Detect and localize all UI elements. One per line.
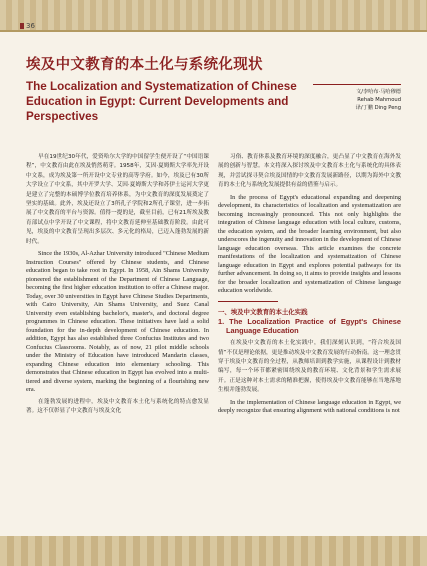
bottom-decorative-band [0,536,427,566]
article-title-en: The Localization and Systematization of Chinese Education in Egypt: Current Developments and Perspectives [26,80,297,123]
paragraph-en: In the process of Egypt's educational expanding and deepening development, its characteristics of localization and systematization are becoming increasingly pronounced. This not only highlights the integration of Chinese language education with local culture, customs, the education system, and the broader learning environment, but also underscores the ingenuity and innovation in the development of Chinese language education overseas. This article examines the concrete manifestations of the localization and systematization of Chinese language education in Egypt and explores potential pathways for its further advancement. In doing so, it aims to provide insights and lessons for the broader localization and systematization of Chinese language education worldwide. [218,193,401,295]
article-title-zh: 埃及中文教育的本土化与系统化现状 [26,57,263,73]
paragraph-zh: 早在19世纪30年代，爱资哈尔大学的中国留学生便开设了“中国语课程”，中文教育由此在埃及悄然萌芽。1958年，艾因·夏姆斯大学率先开设中文系，成为埃及第一所开设中文专业的高等学府。如今，埃及已有30所大学设立了中文系，其中开罗大学、艾因·夏姆斯大学和苏伊士运河大学更是建立了完整的本硕博学位教育培养体系，为中文教育的深度发展奠定了坚实的基础。此外，埃及还设立了3所孔子学院和2所孔子课堂，进一步拓展了中文教育的平台与资源。值得一提的是，截至目前，已有21所埃及教育部试点中学开设了中文课程，将中文教育延伸至基础教育阶段。由此可见，埃及的中文教育呈现出多层次、多元化的格局，已迈入蓬勃发展的新时代。 [26,154,209,245]
paragraph-zh: 习俗、教育体系及教育环境的深度融合，更凸显了中文教育在海外发展的创新与智慧。本文将深入探讨埃及中文教育本土化与系统化的具体表现，并尝试探寻契合埃及国情的中文教育发展新路径，以期为海外中文教育的本土化与系统化发展提供有益的借鉴与启示。 [218,154,401,189]
paragraph-zh: 在蓬勃发展的进程中，埃及中文教育本土化与系统化的特点愈发显著。这不仅彰显了中文教育与埃及文化 [26,398,209,414]
page-number: 36 [26,22,35,30]
paragraph-en: Since the 1930s, Al-Azhar University introduced "Chinese Medium Instruction Courses" offered by Chinese students, and Chinese education began to take root in Egypt. In 1958, Ain Shams University pioneered the establishment of the Department of Chinese Language, becoming the first higher education institution to offer a Chinese major. Today, over 30 universities in Egypt have Chinese Studies Departments, with Cairo University, Ain Shams University, and Suez Canal University even establishing bachelor's, master's, and doctoral degree programmes in Chinese education. These initiatives have laid a solid foundation for the in-depth development of Chinese education. In addition, Egypt has also established three Confucius Institutes and two Confucius Classrooms. Notably, as of now, 21 pilot middle schools under the Ministry of Education have introduced Mandarin classes, expanding Chinese education into elementary schooling. This demonstrates that Chinese education in Egypt has evolved into a multi-tiered and diverse system, marking the beginning of a flourishing new era. [26,250,209,394]
right-column [218,153,401,419]
author-divider [313,84,401,85]
section-divider [218,301,278,302]
top-decorative-band [0,0,427,32]
left-column [26,153,209,419]
paragraph-zh: 在埃及中文教育的本土化实践中，我们深刻认识到，“符合埃及国情”不仅是理论依据，更是推动埃及中文教育发展的行动指南。这一理念贯穿于埃及中文教育的全过程，从教师培训到教学实施，从课程设计到教材编写，每一个环节都紧密围绕埃及的教育环境、文化背景和学生需求展开。正是这种对本土需求的精准把握，使得埃及中文教育能够在当地落地生根并蓬勃发展。 [218,340,401,394]
author-name-zh: 文/李哈布·马哈穆德 [356,89,401,95]
author-credits [301,84,401,112]
section-heading-en: 1. The Localization Practice of Egypt's Chinese Language Education [218,317,401,336]
paragraph-en: In the implementation of Chinese language education in Egypt, we deeply recognize that ensuring alignment with national conditions is not [218,398,401,415]
translator-name: 译/丁鹏 Ding Peng [355,105,401,111]
author-name-en: Rehab Mahmoud [357,97,401,103]
section-heading-zh: 一、埃及中文教育的本土化实践 [218,307,308,316]
